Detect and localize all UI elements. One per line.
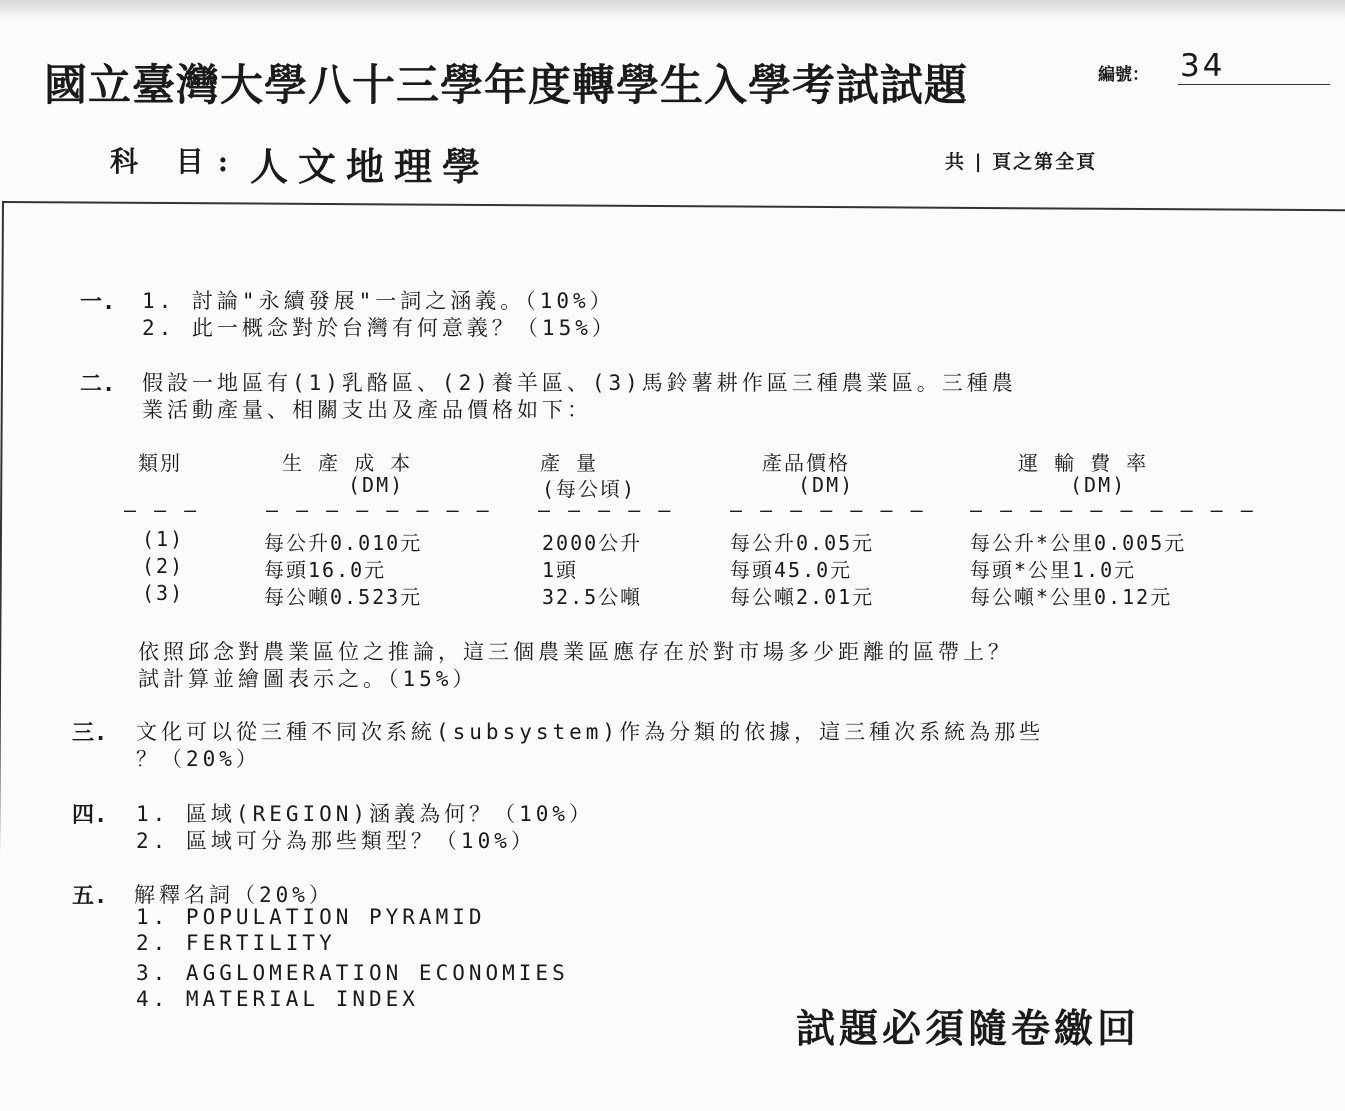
- q2-line1: 假設一地區有(1)乳酪區、(2)養羊區、(3)馬鈴薯耕作區三種農業區。三種農: [142, 371, 1017, 395]
- table-cell: (3): [142, 581, 185, 605]
- subject-label: 科 目:: [110, 145, 243, 178]
- table-unit-price: (DM): [798, 473, 855, 497]
- q1-line1: 1. 討論"永續發展"一詞之涵義。（10%）: [142, 289, 615, 313]
- table-cell: 2000公升: [542, 531, 643, 555]
- table-unit-cost: (DM): [348, 473, 405, 497]
- serial-value: 34: [1180, 48, 1226, 84]
- table-separator: — — — — — — — —: [266, 498, 492, 522]
- table-separator: — — — — — — —: [730, 498, 926, 522]
- q2-after-line2: 試計算並繪圖表示之。（15%）: [138, 667, 478, 691]
- return-notice-stamp: 試題必須隨卷繳回: [796, 1006, 1141, 1052]
- q1-line2: 2. 此一概念對於台灣有何意義？（15%）: [142, 316, 617, 340]
- q4-line2: 2. 區域可分為那些類型？（10%）: [136, 829, 536, 853]
- q1-number: 一.: [80, 290, 116, 315]
- table-header-category: 類別: [138, 451, 182, 475]
- table-unit-transport: (DM): [1070, 473, 1127, 497]
- table-separator: — — —: [124, 498, 200, 522]
- table-separator: — — — — — — — — — —: [970, 498, 1256, 522]
- table-separator: — — — — —: [538, 498, 674, 522]
- page-count: 共 | 頁之第全頁: [945, 151, 1098, 173]
- q4-number: 四.: [72, 803, 108, 828]
- q3-line2: ？（20%）: [136, 747, 261, 771]
- table-header-transport: 運 輸 費 率: [1018, 451, 1149, 475]
- table-header-cost: 生 產 成 本: [282, 451, 413, 475]
- table-cell: 每頭45.0元: [730, 558, 853, 582]
- table-header-price: 產品價格: [762, 451, 850, 475]
- table-cell: 32.5公噸: [542, 585, 643, 609]
- table-cell: 每公升*公里0.005元: [970, 531, 1187, 555]
- table-cell: 每公升0.010元: [264, 531, 423, 555]
- q5-line1: 解釋名詞（20%）: [134, 883, 334, 907]
- exam-title: 國立臺灣大學八十三學年度轉學生入學考試試題: [44, 61, 968, 111]
- table-cell: 每頭16.0元: [264, 558, 387, 582]
- table-cell: 每頭*公里1.0元: [970, 558, 1137, 582]
- table-cell: 1頭: [542, 558, 579, 582]
- q5-item: 1. POPULATION PYRAMID: [136, 905, 486, 929]
- serial-label: 編號：: [1098, 65, 1149, 85]
- table-header-yield: 產 量: [540, 451, 599, 475]
- scan-edge-shadow: [0, 0, 1345, 22]
- table-unit-yield: (每公頃): [542, 477, 637, 501]
- subject-value: 人文地理學: [250, 144, 491, 189]
- q3-line1: 文化可以從三種不同次系統(subsystem)作為分類的依據，這三種次系統為那些: [136, 720, 1045, 744]
- q3-number: 三.: [72, 721, 108, 746]
- table-cell: 每公升0.05元: [730, 531, 875, 555]
- table-cell: 每公噸0.523元: [264, 585, 423, 609]
- q5-number: 五.: [72, 884, 108, 909]
- q5-item: 2. FERTILITY: [136, 931, 336, 955]
- q2-after-line1: 依照邱念對農業區位之推論，這三個農業區應存在於對市場多少距離的區帶上？: [138, 640, 1013, 664]
- table-cell: 每公噸*公里0.12元: [970, 585, 1173, 609]
- q4-line1: 1. 區域(REGION)涵義為何？（10%）: [136, 802, 595, 826]
- table-cell: 每公噸2.01元: [730, 585, 875, 609]
- q2-number: 二.: [80, 372, 116, 397]
- table-cell: (2): [142, 554, 185, 578]
- q5-item: 4. MATERIAL INDEX: [136, 987, 419, 1011]
- table-cell: (1): [142, 527, 185, 551]
- serial-underline: [1178, 84, 1330, 85]
- q5-item: 3. AGGLOMERATION ECONOMIES: [136, 961, 569, 985]
- q2-line2: 業活動產量、相關支出及產品價格如下：: [142, 398, 592, 422]
